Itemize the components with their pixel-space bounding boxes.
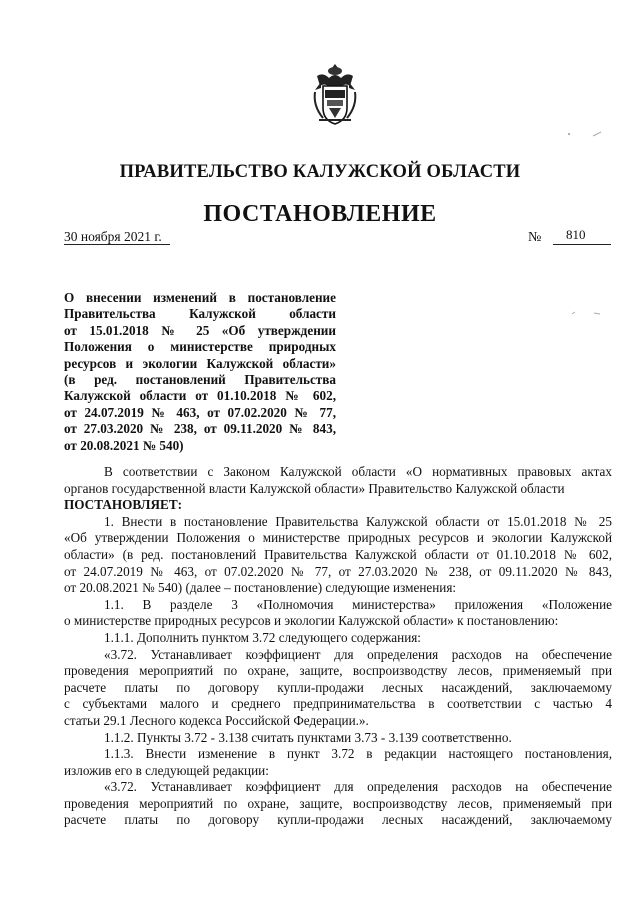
body-line: от 20.08.2021 № 540) (далее – постановление) следующие изменения: [64,580,457,596]
quote-2-paragraph [64,779,612,829]
subject-line: (в ред. постановлений Правительства [64,372,336,388]
subject-line: ресурсов и экологии Калужской области» [64,355,336,371]
item-1-1-3-paragraph [64,746,612,779]
item-1-1-1-paragraph: 1.1.1. Дополнить пунктом 3.72 следующего содержания: [104,629,421,645]
body-line: области» (в ред. постановлений Правительства Калужской области от 01.10.2018 № 602, [64,546,612,562]
body-line: изложив его в следующей редакции: [64,762,269,778]
body-line: от 24.07.2019 № 463, от 07.02.2020 № 77, от 27.03.2020 № 238, от 09.11.2020 № 843, [64,563,612,579]
body-line: расчете платы по договору купли-продажи лесных насаждений, заключаемому [64,812,612,828]
body-line: «Об утверждении Положения о министерстве природных ресурсов и экологии Калужской [64,530,612,546]
body-line: о министерстве природных ресурсов и экологии Калужской области» к постановлению: [64,613,559,629]
number-underline [553,244,611,245]
document-subject [64,290,336,454]
body-line: В соответствии с Законом Калужской области «О нормативных правовых актах [104,464,612,479]
date-underline [64,244,170,245]
body-line: органов государственной власти Калужской области» Правительство Калужской области [64,480,565,496]
scan-speck-decoration [565,128,605,138]
body-line: «3.72. Устанавливает коэффициент для определения расходов на обеспечение [104,646,612,662]
body-line: проведения мероприятий по охране, защите, воспроизводству лесов, применяемый при [64,663,612,679]
coat-of-arms-emblem [311,62,359,128]
body-line: 1.1.3. Внести изменение в пункт 3.72 в редакции настоящего постановления, [104,746,612,762]
subject-line: от 24.07.2019 № 463, от 07.02.2020 № 77, [64,404,336,420]
subject-line: от 15.01.2018 № 25 «Об утверждении [64,322,336,338]
document-number: 810 [566,227,586,242]
body-line: «3.72. Устанавливает коэффициент для определения расходов на обеспечение [104,779,612,795]
body-line: расчете платы по договору купли-продажи лесных насаждений, заключаемому [64,679,612,695]
decree-word: ПОСТАНОВЛЯЕТ: [64,497,183,513]
subject-line: от 20.08.2021 № 540) [64,437,184,453]
quote-1-paragraph [64,647,612,730]
subject-line: Правительства Калужской области [64,306,336,322]
number-label: № [528,230,542,245]
body-line: 1.1. В разделе 3 «Полномочия министерства» приложения «Положение [104,596,612,612]
document-body [64,464,612,829]
item-1-paragraph [64,514,612,597]
subject-line: О внесении изменений в постановление [64,290,336,305]
preamble-paragraph [64,464,612,497]
scan-speck-decoration [570,308,606,318]
body-line: 1. Внести в постановление Правительства Калужской области от 15.01.2018 № 25 [104,513,612,529]
document-type-title: ПОСТАНОВЛЕНИЕ [203,201,437,227]
body-line: с субъектами малого и среднего предпринимательства в соответствии с частью 4 [64,696,612,712]
document-date: 30 ноября 2021 г. [64,229,162,244]
body-line: проведения мероприятий по охране, защите, воспроизводству лесов, применяемый при [64,795,612,811]
subject-line: Калужской области от 01.10.2018 № 602, [64,388,336,404]
subject-line: от 27.03.2020 № 238, от 09.11.2020 № 843, [64,421,336,437]
item-1-1-2-paragraph: 1.1.2. Пункты 3.72 - 3.138 считать пунктами 3.73 - 3.139 соответственно. [104,729,512,745]
organization-title: ПРАВИТЕЛЬСТВО КАЛУЖСКОЙ ОБЛАСТИ [119,162,521,182]
body-line: статьи 29.1 Лесного кодекса Российской Федерации.». [64,712,369,728]
subject-line: Положения о министерстве природных [64,339,336,355]
item-1-1-paragraph [64,597,612,630]
